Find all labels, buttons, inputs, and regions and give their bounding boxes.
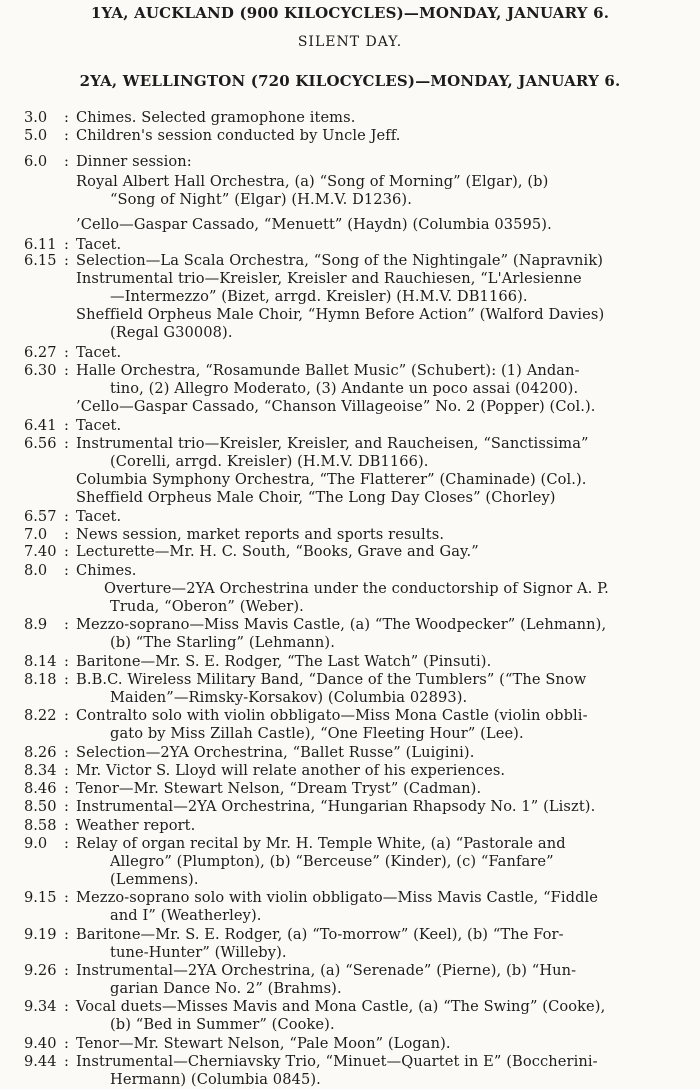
programme-entry-continuation: garian Dance No. 2” (Brahms). [110,980,342,997]
time-colon: : [64,153,69,170]
time-colon: : [64,526,69,543]
time-colon: : [64,417,69,434]
station-1ya-status: SILENT DAY. [297,34,403,50]
time-colon: : [64,744,69,761]
time-label: 9.34 [24,998,57,1015]
time-label: 5.0 [24,127,48,144]
time-colon: : [64,926,69,943]
time-label: 8.0 [24,562,48,579]
time-colon: : [64,435,69,452]
programme-entry: Mezzo-soprano solo with violin obbligato—Miss Mavis Castle, “Fiddle [76,889,599,906]
time-colon: : [64,962,69,979]
time-colon: : [64,616,69,633]
time-label: 9.40 [24,1035,57,1052]
programme-entry-continuation: Instrumental trio—Kreisler, Kreisler and Rauchiesen, “L'Arlesienne [76,270,582,287]
programme-entry-continuation: —Intermezzo” (Bizet, arrgd. Kreisler) (H.M.V. DB1166). [110,288,528,305]
time-label: 7.0 [24,526,48,543]
time-label: 8.34 [24,762,57,779]
time-colon: : [64,998,69,1015]
programme-entry-continuation: (Regal G30008). [110,324,233,341]
programme-entry: Baritone—Mr. S. E. Rodger, “The Last Watch” (Pinsuti). [76,653,492,670]
time-label: 9.26 [24,962,57,979]
time-label: 8.50 [24,798,57,815]
programme-entry-continuation: ’Cello—Gaspar Cassado, “Chanson Villageoise” No. 2 (Popper) (Col.). [76,398,596,415]
time-label: 9.19 [24,926,57,943]
programme-entry-continuation: gato by Miss Zillah Castle), “One Fleeting Hour” (Lee). [110,725,524,742]
programme-entry: Mr. Victor S. Lloyd will relate another of his experiences. [76,762,506,779]
programme-entry-continuation: Hermann) (Columbia 0845). [110,1071,321,1088]
time-label: 8.18 [24,671,57,688]
time-colon: : [64,109,69,126]
programme-entry: News session, market reports and sports results. [76,526,445,543]
programme-entry: Mezzo-soprano—Miss Mavis Castle, (a) “The Woodpecker” (Lehmann), [76,616,607,633]
time-colon: : [64,762,69,779]
programme-entry: Halle Orchestra, “Rosamunde Ballet Music” (Schubert): (1) Andan- [76,362,580,379]
time-colon: : [64,889,69,906]
time-label: 7.40 [24,543,57,560]
programme-entry: Tenor—Mr. Stewart Nelson, “Dream Tryst” (Cadman). [76,780,482,797]
programme-entry: Instrumental—2YA Orchestrina, “Hungarian Rhapsody No. 1” (Liszt). [76,798,596,815]
time-label: 8.58 [24,817,57,834]
station-2ya-heading: 2YA, WELLINGTON (720 KILOCYCLES)—MONDAY, JANUARY 6. [79,72,621,90]
time-colon: : [64,127,69,144]
programme-entry: B.B.C. Wireless Military Band, “Dance of the Tumblers” (“The Snow [76,671,587,688]
programme-entry-continuation: Overture—2YA Orchestrina under the conductorship of Signor A. P. [104,580,609,597]
programme-entry: Selection—2YA Orchestrina, “Ballet Russe” (Luigini). [76,744,475,761]
programme-entry-continuation: “Song of Night” (Elgar) (H.M.V. D1236). [110,191,412,208]
programme-entry-continuation: Columbia Symphony Orchestra, “The Flatterer” (Chaminade) (Col.). [76,471,587,488]
programme-entry-continuation: tino, (2) Allegro Moderato, (3) Andante un poco assai (04200). [110,380,579,397]
time-colon: : [64,653,69,670]
programme-entry: Children's session conducted by Uncle Jeff. [76,127,401,144]
programme-entry: Baritone—Mr. S. E. Rodger, (a) “To-morrow” (Keel), (b) “The For- [76,926,564,943]
time-label: 8.14 [24,653,57,670]
time-colon: : [64,780,69,797]
programme-entry: Tacet. [76,344,122,361]
programme-entry: Relay of organ recital by Mr. H. Temple White, (a) “Pastorale and [76,835,566,852]
time-colon: : [64,1053,69,1070]
programme-entry: Chimes. [76,562,137,579]
time-colon: : [64,562,69,579]
time-label: 6.41 [24,417,57,434]
programme-entry: Selection—La Scala Orchestra, “Song of the Nightingale” (Napravnik) [76,252,604,269]
time-label: 8.22 [24,707,57,724]
programme-entry-continuation: ’Cello—Gaspar Cassado, “Menuett” (Haydn) (Columbia 03595). [76,216,552,233]
time-colon: : [64,252,69,269]
time-label: 6.30 [24,362,57,379]
time-colon: : [64,236,69,253]
time-colon: : [64,543,69,560]
time-label: 8.26 [24,744,57,761]
programme-entry-continuation: Sheffield Orpheus Male Choir, “The Long Day Closes” (Chorley) [76,489,556,506]
programme-entry-continuation: tune-Hunter” (Willeby). [110,944,287,961]
time-label: 3.0 [24,109,48,126]
programme-entry-continuation: Allegro” (Plumpton), (b) “Berceuse” (Kinder), (c) “Fanfare” [110,853,554,870]
time-label: 6.56 [24,435,57,452]
programme-entry-continuation: Truda, “Oberon” (Weber). [110,598,304,615]
programme-entry-continuation: (b) “The Starling” (Lehmann). [110,634,335,651]
programme-entry: Tacet. [76,417,122,434]
time-colon: : [64,707,69,724]
station-1ya-heading: 1YA, AUCKLAND (900 KILOCYCLES)—MONDAY, JANUARY 6. [90,4,610,22]
programme-entry: Weather report. [76,817,196,834]
time-colon: : [64,671,69,688]
programme-entry-continuation: and I” (Weatherley). [110,907,262,924]
time-colon: : [64,1035,69,1052]
time-colon: : [64,344,69,361]
time-label: 9.0 [24,835,48,852]
time-colon: : [64,817,69,834]
programme-entry-continuation: (b) “Bed in Summer” (Cooke). [110,1016,335,1033]
programme-entry: Dinner session: [76,153,192,170]
programme-entry-continuation: Sheffield Orpheus Male Choir, “Hymn Before Action” (Walford Davies) [76,306,605,323]
programme-entry: Tacet. [76,236,122,253]
programme-entry: Vocal duets—Misses Mavis and Mona Castle, (a) “The Swing” (Cooke), [76,998,606,1015]
time-label: 6.27 [24,344,57,361]
time-label: 6.15 [24,252,57,269]
programme-entry: Instrumental—2YA Orchestrina, (a) “Serenade” (Pierne), (b) “Hun- [76,962,577,979]
programme-entry: Instrumental—Cherniavsky Trio, “Minuet—Quartet in E” (Boccherini- [76,1053,598,1070]
time-colon: : [64,798,69,815]
time-label: 9.15 [24,889,57,906]
time-colon: : [64,835,69,852]
time-label: 6.11 [24,236,57,253]
time-label: 6.0 [24,153,48,170]
programme-entry: Contralto solo with violin obbligato—Miss Mona Castle (violin obbli- [76,707,588,724]
programme-entry: Lecturette—Mr. H. C. South, “Books, Grave and Gay.” [76,543,479,560]
programme-entry-continuation: Royal Albert Hall Orchestra, (a) “Song of Morning” (Elgar), (b) [76,173,549,190]
programme-entry-continuation: Maiden”—Rimsky-Korsakov) (Columbia 02893). [110,689,468,706]
time-colon: : [64,362,69,379]
programme-entry: Tacet. [76,508,122,525]
time-colon: : [64,508,69,525]
programme-entry: Tenor—Mr. Stewart Nelson, “Pale Moon” (Logan). [76,1035,451,1052]
time-label: 8.9 [24,616,48,633]
programme-entry-continuation: (Lemmens). [110,871,199,888]
time-label: 6.57 [24,508,57,525]
programme-entry: Instrumental trio—Kreisler, Kreisler, and Raucheisen, “Sanctissima” [76,435,589,452]
time-label: 9.44 [24,1053,57,1070]
time-label: 8.46 [24,780,57,797]
programme-entry: Chimes. Selected gramophone items. [76,109,356,126]
programme-entry-continuation: (Corelli, arrgd. Kreisler) (H.M.V. DB1166). [110,453,429,470]
